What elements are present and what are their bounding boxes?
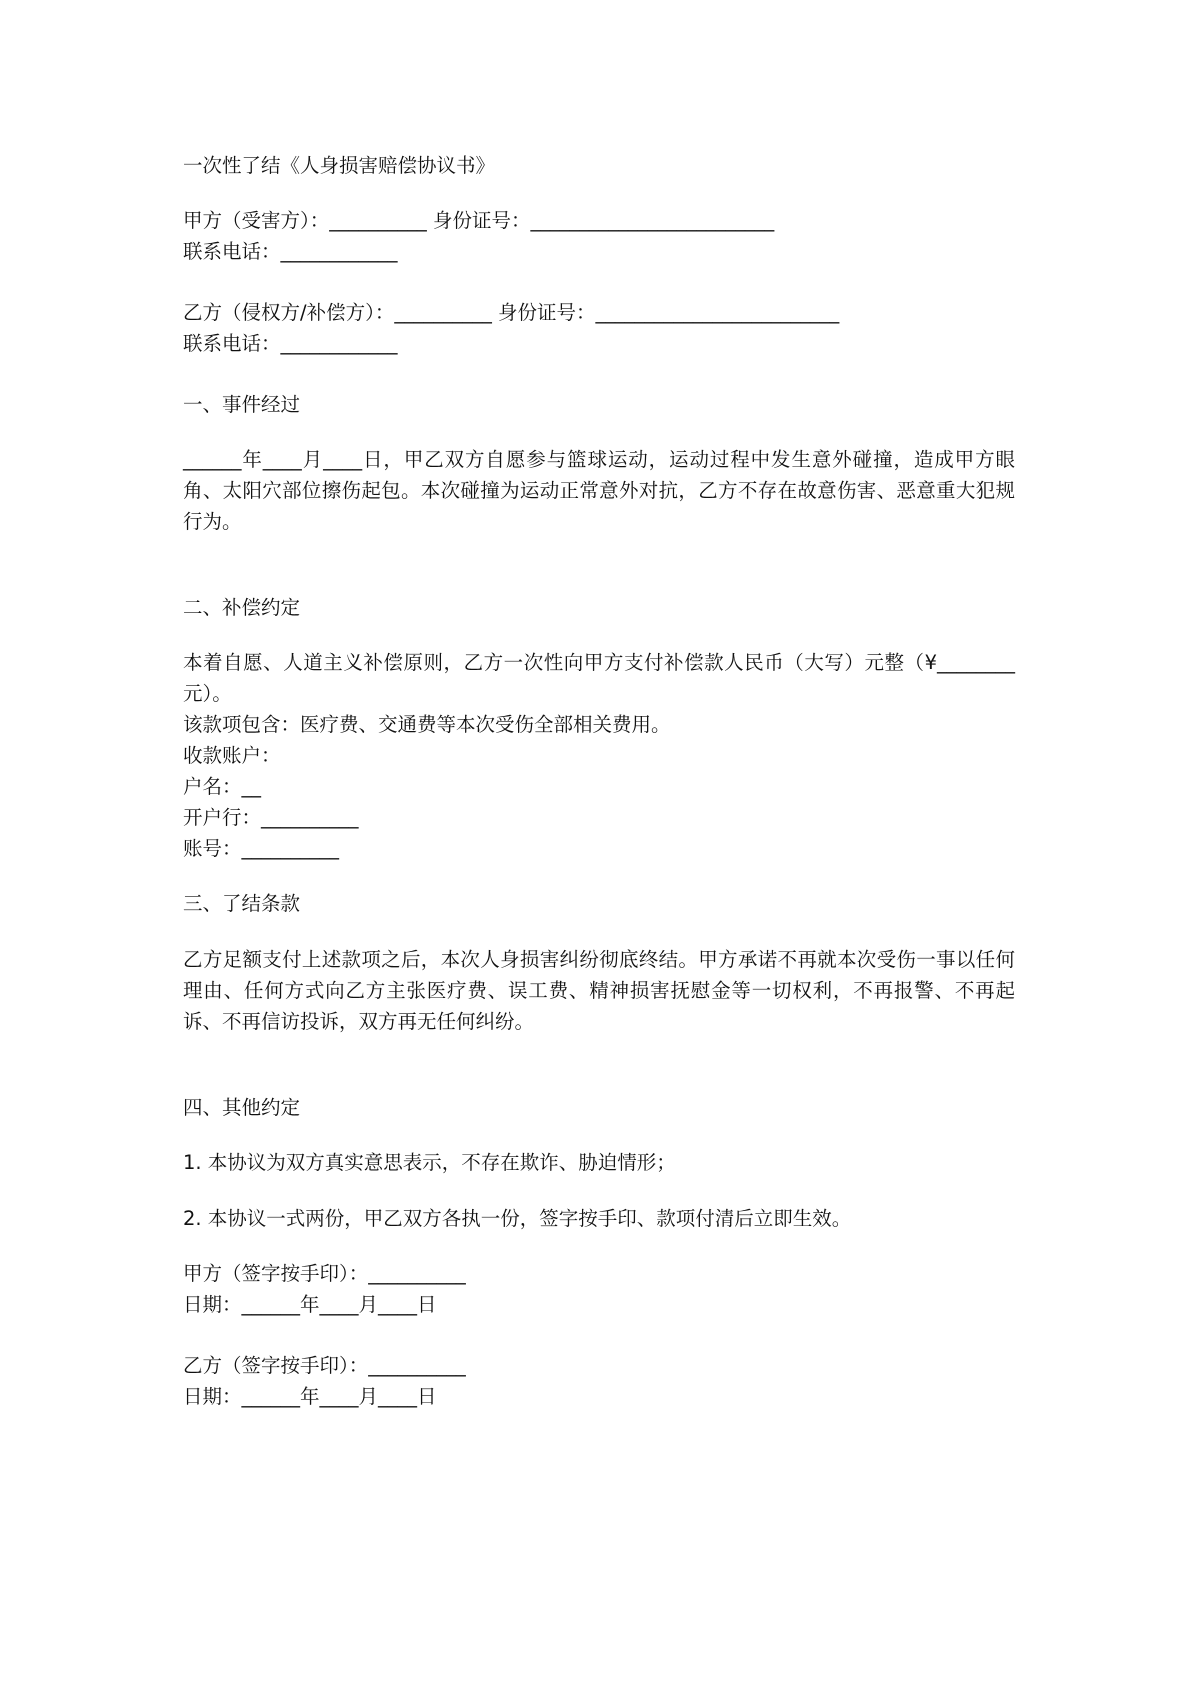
section3-heading: 三、了结条款: [183, 892, 301, 915]
section4-item-2: 2. 本协议一式两份，甲乙双方各执一份，签字按手印、款项付清后立即生效。: [183, 1207, 852, 1230]
party-b-date-line: 日期：______年____月____日: [183, 1385, 437, 1408]
party-a-phone-line: 联系电话：____________: [183, 240, 398, 263]
section1-body: ______年____月____日，甲乙双方自愿参与篮球运动，运动过程中发生意外碰撞，造成甲方眼角、太阳穴部位擦伤起包。本次碰撞为运动正常意外对抗，乙方不存在故意伤害、恶意重大犯规行为。: [183, 448, 1015, 533]
section2-account-label: 收款账户：: [183, 744, 281, 767]
section4-item-1: 1. 本协议为双方真实意思表示，不存在欺诈、胁迫情形；: [183, 1151, 676, 1174]
document-title: 一次性了结《人身损害赔偿协议书》: [183, 154, 496, 177]
section3-body: 乙方足额支付上述款项之后，本次人身损害纠纷彻底终结。甲方承诺不再就本次受伤一事以任何理由、任何方式向乙方主张医疗费、误工费、精神损害抚慰金等一切权利，不再报警、不再起诉、不再信访投诉，双方再无任何纠纷。: [183, 948, 1015, 1033]
party-b-phone-line: 联系电话：____________: [183, 332, 398, 355]
party-a-signature-line: 甲方（签字按手印）：__________: [183, 1262, 466, 1285]
section2-paragraph: 本着自愿、人道主义补偿原则，乙方一次性向甲方支付补偿款人民币（大写）元整（¥________元）。: [183, 651, 1015, 705]
party-b-signature-line: 乙方（签字按手印）：__________: [183, 1354, 466, 1377]
section4-heading: 四、其他约定: [183, 1096, 301, 1119]
section2-includes-line: 该款项包含：医疗费、交通费等本次受伤全部相关费用。: [183, 713, 671, 736]
section2-account-number: 账号：__________: [183, 837, 340, 860]
section1-heading: 一、事件经过: [183, 393, 301, 416]
party-a-date-line: 日期：______年____月____日: [183, 1293, 437, 1316]
party-a-info-line: 甲方（受害方）：__________ 身份证号：_________________________: [183, 209, 775, 232]
party-b-info-line: 乙方（侵权方/补偿方）：__________ 身份证号：_________________________: [183, 301, 840, 324]
section2-account-bank: 开户行：__________: [183, 806, 359, 829]
section2-heading: 二、补偿约定: [183, 596, 301, 619]
section2-account-name: 户名：__: [183, 775, 262, 798]
